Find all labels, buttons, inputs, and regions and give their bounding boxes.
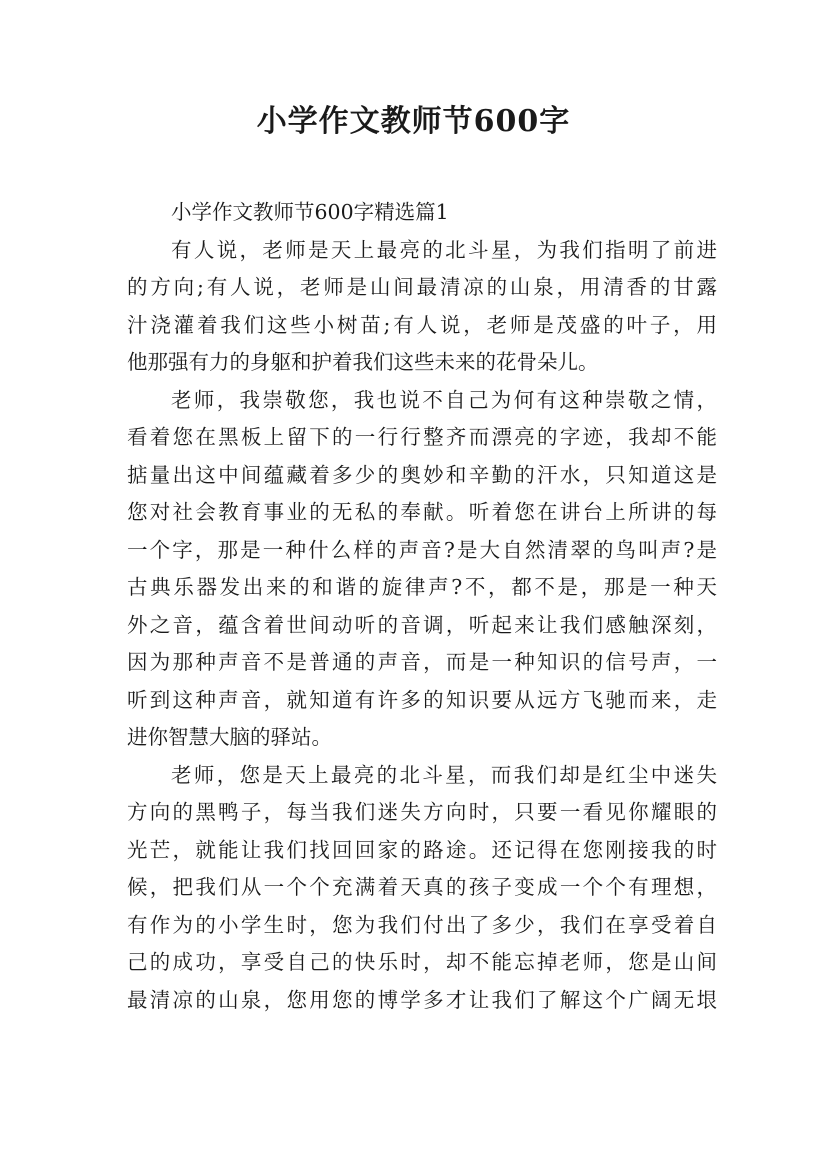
text-line: 最清凉的山泉，您用您的博学多才让我们了解这个广阔无垠 xyxy=(127,987,717,1012)
paragraph-3 xyxy=(127,757,717,1020)
text-line: 古典乐器发出来的和谐的旋律声?不，都不是，那是一种天 xyxy=(127,575,717,599)
text-line: 的方向;有人说，老师是山间最清凉的山泉，用清香的甘露 xyxy=(127,275,717,299)
text-line: 外之音，蕴含着世间动听的音调，听起来让我们感触深刻， xyxy=(127,612,717,637)
text-line: 老师，我崇敬您，我也说不自己为何有这种崇敬之情， xyxy=(171,387,717,412)
paragraph-2 xyxy=(127,382,717,757)
text-line: 汁浇灌着我们这些小树苗;有人说，老师是茂盛的叶子，用 xyxy=(127,312,717,337)
text-line: 看着您在黑板上留下的一行行整齐而漂亮的字迹，我却不能 xyxy=(127,425,717,449)
document-body xyxy=(127,194,717,1019)
text-line: 一个字，那是一种什么样的声音?是大自然清翠的鸟叫声?是 xyxy=(127,537,717,562)
text-line: 有作为的小学生时，您为我们付出了多少，我们在享受着自 xyxy=(127,912,717,937)
text-line: 老师，您是天上最亮的北斗星，而我们却是红尘中迷失 xyxy=(171,762,717,787)
text-line: 有人说，老师是天上最亮的北斗星，为我们指明了前进 xyxy=(171,237,717,262)
text-line: 方向的黑鸭子，每当我们迷失方向时，只要一看见你耀眼的 xyxy=(127,800,717,824)
text-line: 掂量出这中间蕴藏着多少的奥妙和辛勤的汗水，只知道这是 xyxy=(127,462,717,487)
text-line: 您对社会教育事业的无私的奉献。听着您在讲台上所讲的每 xyxy=(127,500,717,524)
paragraph-1 xyxy=(127,232,717,382)
text-line: 光芒，就能让我们找回回家的路途。还记得在您刚接我的时 xyxy=(127,837,717,862)
text-line: 他那强有力的身躯和护着我们这些未来的花骨朵儿。 xyxy=(127,350,599,374)
text-line: 听到这种声音，就知道有许多的知识要从远方飞驰而来，走 xyxy=(127,687,717,712)
text-line: 因为那种声音不是普通的声音，而是一种知识的信号声，一 xyxy=(127,650,717,674)
section-heading: 小学作文教师节600字精选篇1 xyxy=(171,200,449,224)
document-title: 小学作文教师节600字 xyxy=(256,104,571,139)
text-line: 己的成功，享受自己的快乐时，却不能忘掉老师，您是山间 xyxy=(127,950,717,974)
text-line: 进你智慧大脑的驿站。 xyxy=(127,725,332,749)
text-line: 候，把我们从一个个充满着天真的孩子变成一个个有理想， xyxy=(127,875,717,899)
